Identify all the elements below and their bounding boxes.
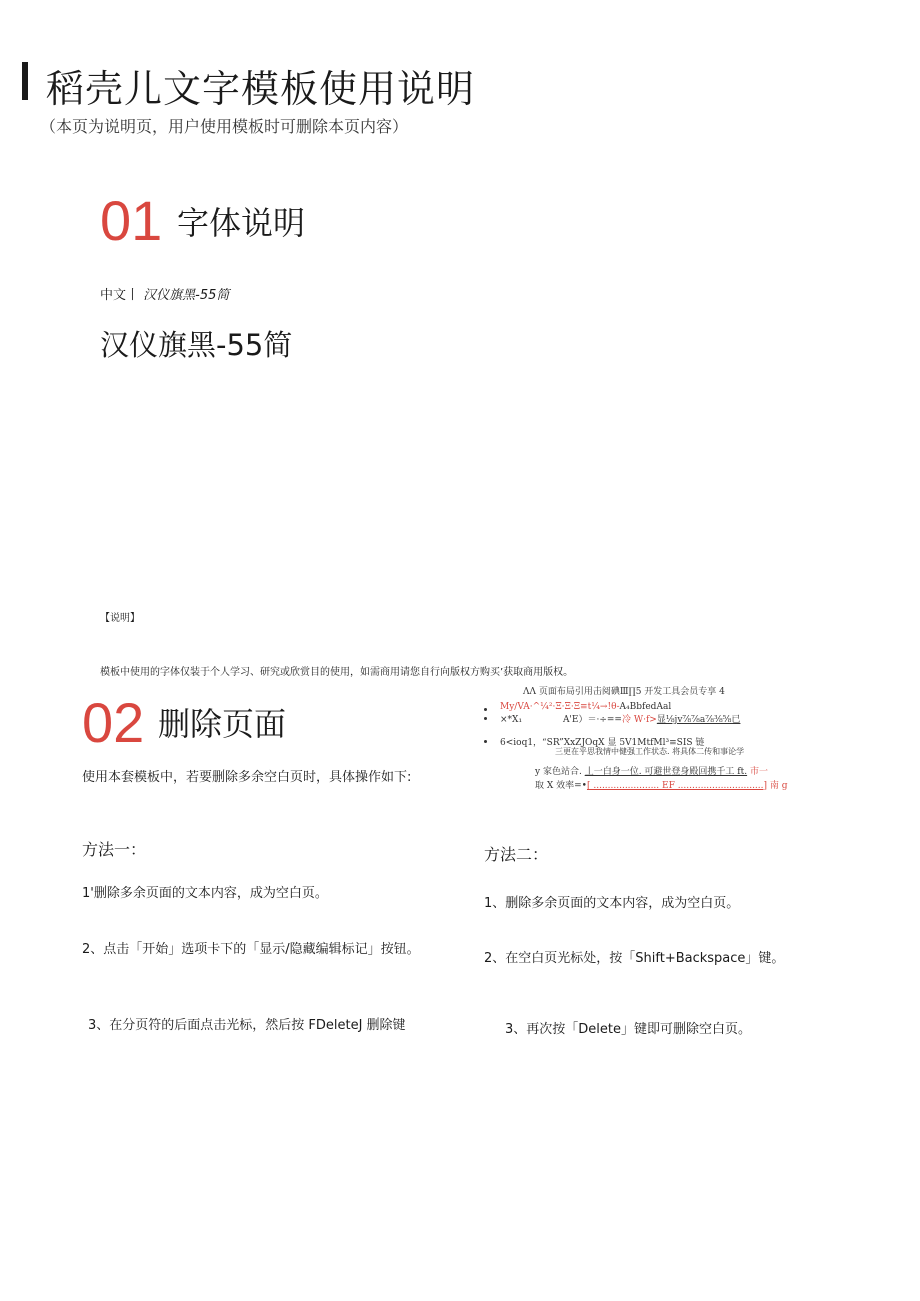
ribbon-row-5-c: ] 南 g xyxy=(763,781,788,791)
note-heading: 【说明】 xyxy=(100,613,140,624)
font-spec-line xyxy=(100,284,229,303)
ribbon-row-1-b: Ξ·Ξ·Ξ≡t¼→!θ- xyxy=(555,702,620,712)
font-label: 中文丨 xyxy=(100,288,140,303)
ribbon-row-2-e: 显⅛jv⅞⅞a⅞⅜⅝已 xyxy=(656,715,741,725)
ribbon-row-4 xyxy=(535,764,768,777)
ribbon-row-2 xyxy=(500,712,740,725)
bullet-dot xyxy=(484,708,487,711)
font-sample: 汉仪旗黑-55简 xyxy=(100,328,293,362)
ribbon-row-2-c: 冷 W· xyxy=(621,715,646,725)
ribbon-row-4-a: y 家色站合. xyxy=(535,767,582,777)
title-accent-bar xyxy=(22,62,28,100)
ribbon-row-4-b: 丄一白身一位. 可避世登身殿回携千工 ft. xyxy=(584,767,748,777)
section-title-delete-page: 删除页面 xyxy=(158,705,287,743)
bullet-dot xyxy=(484,740,487,743)
ribbon-row-4-c: 市一 xyxy=(749,767,768,777)
ribbon-row-2-b: A'E）＝·÷== xyxy=(562,715,622,725)
method-2-step-3: 3、再次按「Delete」键即可删除空白页。 xyxy=(505,1022,751,1037)
method-2-step-2: 2、在空白页光标处，按「Shift+Backspace」键。 xyxy=(484,951,785,966)
ribbon-row-1-a: My∕VA·^¼²· xyxy=(500,702,556,712)
method-2-step-1: 1、删除多余页面的文本内容，成为空白页。 xyxy=(484,896,740,911)
ribbon-row-1 xyxy=(500,702,671,712)
method-2-heading: 方法二： xyxy=(484,845,549,864)
font-name: 汉仪旗黑-55简 xyxy=(143,288,230,303)
ribbon-row-5-a: 取 X 效率=• xyxy=(535,781,587,791)
ribbon-tab-row: ΛΛ 页面布局引用击阅碘Ⅲ∏5 开发工具会员专享 4 xyxy=(523,687,725,697)
page-subtitle: （本页为说明页，用户使用模板时可删除本页内容） xyxy=(40,117,409,136)
ribbon-row-2-d: f> xyxy=(645,715,657,725)
ribbon-row-5-b: [ ....................... EF .............................. xyxy=(586,781,764,791)
ribbon-row-3: 6<ioq1，“SR”XxZJOqX 显 5V1MtfMl³≡SIS 链 xyxy=(500,738,705,748)
method-1-heading: 方法一： xyxy=(82,840,147,859)
method-1-step-2: 2、点击「开始」选项卡下的「显示/隐藏编辑标记」按钮。 xyxy=(82,942,420,957)
method-1-step-1: 1'删除多余页面的文本内容，成为空白页。 xyxy=(82,886,328,901)
ribbon-row-1-c: A₄BbfedAal xyxy=(619,702,672,712)
section-title-fonts: 字体说明 xyxy=(177,204,306,242)
delete-intro: 使用本套模板中，若要删除多余空白页时，具体操作如下: xyxy=(82,770,412,785)
ribbon-row-3-sub: 三更在乎思我情中健强工作状态. 将具体二传和事论学 xyxy=(555,747,745,756)
method-1-step-3: 3、在分页符的后面点击光标，然后按 FDeleteJ 删除键 xyxy=(88,1018,406,1033)
bullet-dot xyxy=(484,717,487,720)
note-text: 模板中使用的字体仅装于个人学习、研究或欣赏目的使用，如需商用请您自行向版权方购买’获取商用版权。 xyxy=(100,667,574,678)
ribbon-row-2-a: ×*X₁ xyxy=(500,715,523,725)
ribbon-row-5 xyxy=(535,778,788,791)
page-title: 稻壳儿文字模板使用说明 xyxy=(46,67,476,111)
section-number-01: 01 xyxy=(100,189,163,252)
section-number-02: 02 xyxy=(82,691,145,754)
